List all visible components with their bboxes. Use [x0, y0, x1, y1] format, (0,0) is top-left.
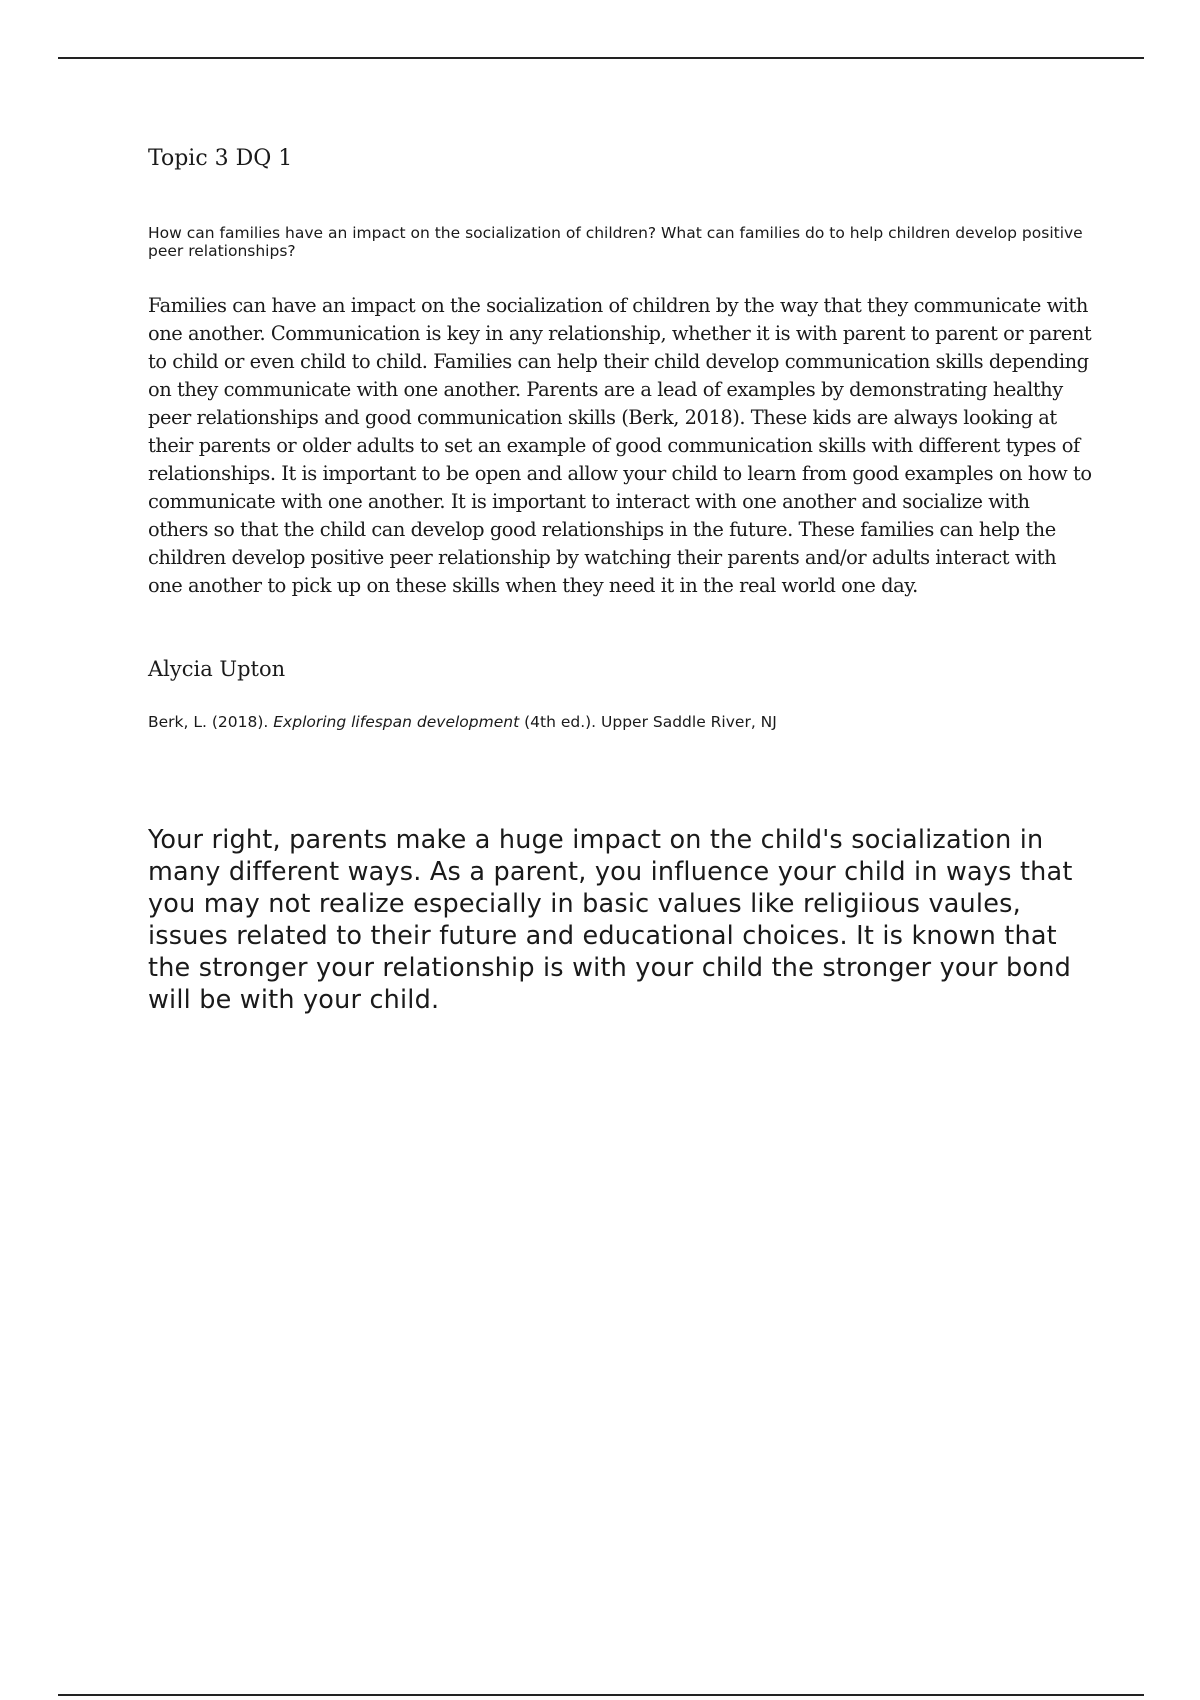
reference-prefix: Berk, L. (2018). — [148, 713, 274, 731]
answer-paragraph: Families can have an impact on the socialization of children by the way that they communicate with one another. Communication is key in any relationship, whether it is with parent to parent or parent to child or even child to child. Families can help their child develop communication skills depending on they communicate with one another. Parents are a lead of examples by demonstrating healthy peer relationships and good communication skills (Berk, 2018). These kids are always looking at their parents or older adults to set an example of good communication skills with different types of relationships. It is important to be open and allow your child to learn from good examples on how to communicate with one another. It is important to interact with one another and socialize with others so that the child can develop good relationships in the future. These families can help the children develop positive peer relationship by watching their parents and/or adults interact with one another to pick up on these skills when they need it in the real world one day. — [148, 294, 1092, 597]
page-title: Topic 3 DQ 1 — [148, 146, 293, 171]
author-name: Alycia Upton — [148, 657, 286, 681]
bottom-divider — [58, 1694, 1144, 1696]
reply-paragraph: Your right, parents make a huge impact on the child's socialization in many different ways. As a parent, you influence your child in ways that you may not realize especially in basic values like religiious vaules, issues related to their future and educational choices. It is known that the stronger your relationship is with your child the stronger your bond will be with your child. — [148, 825, 1073, 1015]
reference-citation — [148, 712, 1088, 732]
reference-suffix: (4th ed.). Upper Saddle River, NJ — [519, 713, 777, 731]
top-divider — [58, 57, 1144, 59]
discussion-question: How can families have an impact on the socialization of children? What can families do to help children develop positive peer relationships? — [148, 224, 1083, 260]
reference-book-title: Exploring lifespan development — [273, 713, 520, 731]
